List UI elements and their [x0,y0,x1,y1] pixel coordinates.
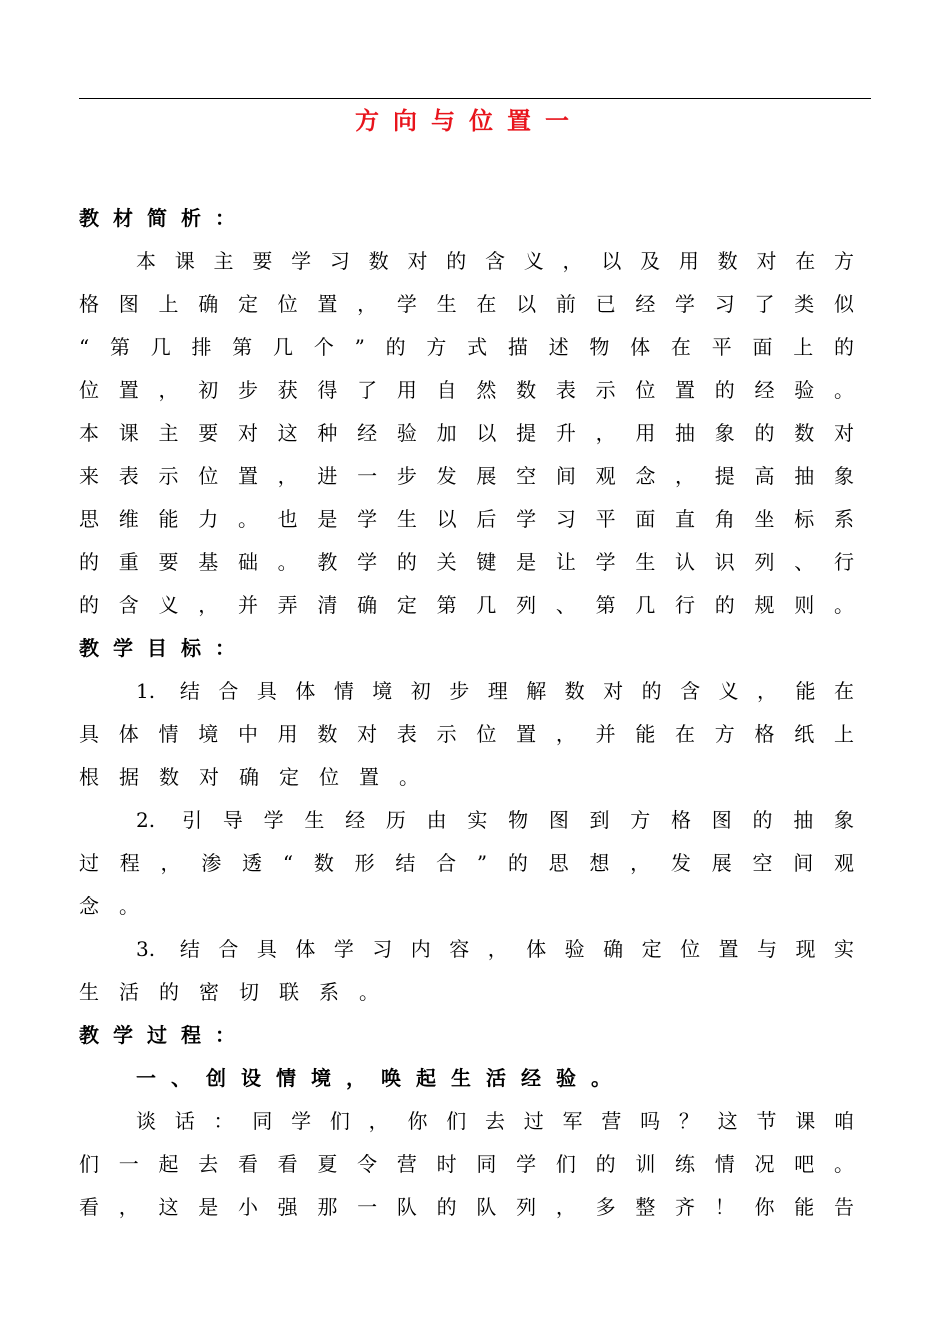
text-line: 们一起去看看夏令营时同学们的训练情况吧。 [79,1152,854,1176]
section-heading-process: 教学过程： [79,1023,249,1047]
text-line: 的含义，并弄清确定第几列、第几行的规则。 [79,593,854,617]
section-heading-goals: 教学目标： [79,636,249,660]
text-line: “第几排第几个”的方式描述物体在平面上的 [79,335,854,359]
text-line: 2. 引导学生经历由实物图到方格图的抽象 [136,808,854,832]
process-paragraph [79,1100,854,1229]
text-line: 来表示位置，进一步发展空间观念，提高抽象 [79,464,854,488]
text-line: 谈话：同学们，你们去过军营吗？这节课咱 [136,1109,854,1133]
text-line: 1. 结合具体情境初步理解数对的含义，能在 [136,679,854,703]
text-line: 位置，初步获得了用自然数表示位置的经验。 [79,378,854,402]
goal-item-3 [79,928,854,1014]
text-line: 念。 [79,894,159,918]
text-line: 本课主要学习数对的含义，以及用数对在方 [136,249,854,273]
text-line: 看，这是小强那一队的队列，多整齐！你能告 [79,1195,854,1219]
goal-item-1 [79,670,854,799]
text-line: 格图上确定位置，学生在以前已经学习了类似 [79,292,854,316]
subsection-heading: 一、创设情境，唤起生活经验。 [136,1066,626,1090]
text-line: 思维能力。也是学生以后学习平面直角坐标系 [79,507,854,531]
text-line: 本课主要对这种经验加以提升，用抽象的数对 [79,421,854,445]
header-rule [79,98,871,99]
text-line: 具体情境中用数对表示位置，并能在方格纸上 [79,722,854,746]
text-line: 生活的密切联系。 [79,980,399,1004]
analysis-paragraph [79,240,854,627]
text-line: 根据数对确定位置。 [79,765,439,789]
section-heading-analysis: 教材简析： [79,206,249,230]
text-line: 3. 结合具体学习内容，体验确定位置与现实 [136,937,854,961]
goal-item-2 [79,799,854,928]
text-line: 过程，渗透“数形结合”的思想，发展空间观 [79,851,854,875]
document-title: 方向与位置一 [355,107,583,135]
text-line: 的重要基础。教学的关键是让学生认识列、行 [79,550,854,574]
document-body [79,197,854,1229]
